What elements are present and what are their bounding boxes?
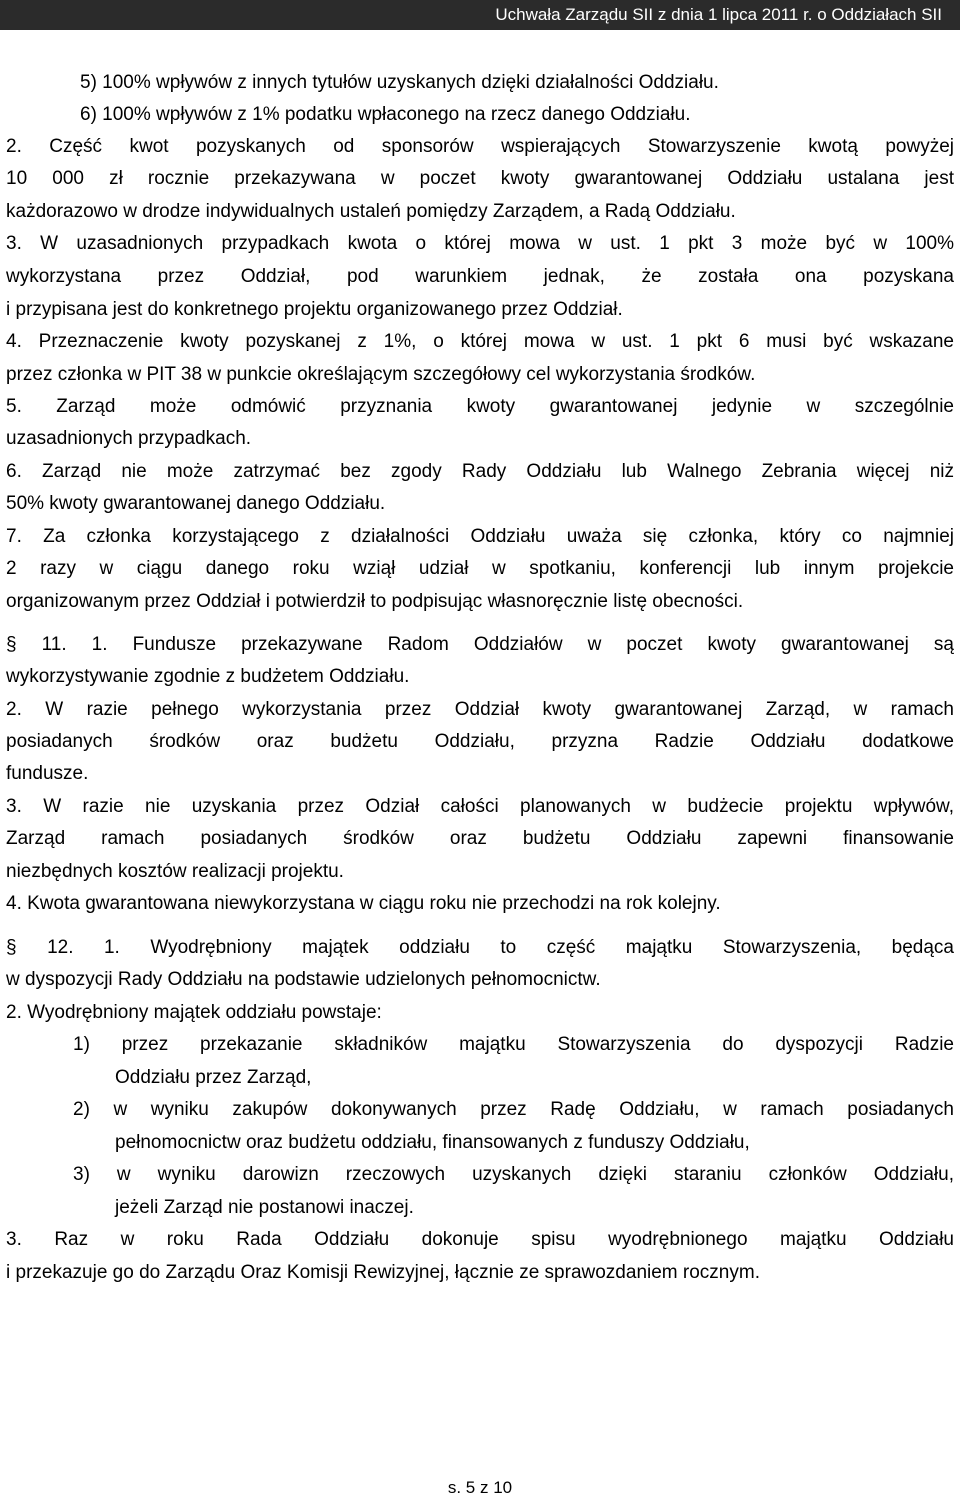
paragraph-line: organizowanym przez Oddział i potwierdził to podpisując własnoręcznie listę obecności. (6, 591, 744, 612)
paragraph-line: 2. Wyodrębniony majątek oddziału powstaje: (6, 1002, 382, 1023)
paragraph-line: uzasadnionych przypadkach. (6, 428, 252, 449)
section-12-heading: § 12. 1. Wyodrębniony majątek oddziału to część majątku Stowarzyszenia, będąca (6, 937, 954, 958)
header-title: Uchwała Zarządu SII z dnia 1 lipca 2011 r. o Oddziałach SII (495, 5, 942, 24)
paragraph-line: przez członka w PIT 38 w punkcie określającym szczegółowy cel wykorzystania środków. (6, 364, 756, 385)
paragraph-line: Zarząd ramach posiadanych środków oraz budżetu Oddziału zapewni finansowanie (6, 828, 954, 849)
paragraph-line: 3. W uzasadnionych przypadkach kwota o której mowa w ust. 1 pkt 3 może być w 100% (6, 233, 954, 254)
paragraph-line: posiadanych środków oraz budżetu Oddziału, przyzna Radzie Oddziału dodatkowe (6, 731, 954, 752)
paragraph-line: wykorzystana przez Oddział, pod warunkiem jednak, że została ona pozyskana (6, 266, 954, 287)
paragraph-line: 4. Kwota gwarantowana niewykorzystana w ciągu roku nie przechodzi na rok kolejny. (6, 893, 721, 914)
list-item: 3) w wyniku darowizn rzeczowych uzyskanych dzięki staraniu członków Oddziału, (73, 1164, 954, 1185)
document-header (0, 0, 960, 30)
paragraph-line: niezbędnych kosztów realizacji projektu. (6, 861, 344, 882)
list-item-continuation: Oddziału przez Zarząd, (115, 1067, 312, 1088)
list-item-continuation: pełnomocnictw oraz budżetu oddziału, finansowanych z funduszy Oddziału, (115, 1132, 750, 1153)
paragraph-line: 4. Przeznaczenie kwoty pozyskanej z 1%, o której mowa w ust. 1 pkt 6 musi być wskazane (6, 331, 954, 352)
list-item: 1) przez przekazanie składników majątku Stowarzyszenia do dyspozycji Radzie (73, 1034, 954, 1055)
paragraph-line: 3. Raz w roku Rada Oddziału dokonuje spisu wyodrębnionego majątku Oddziału (6, 1229, 954, 1250)
paragraph-line: każdorazowo w drodze indywidualnych ustaleń pomiędzy Zarządem, a Radą Oddziału. (6, 201, 736, 222)
paragraph-line: 10 000 zł rocznie przekazywana w poczet kwoty gwarantowanej Oddziału ustalana jest (6, 168, 954, 189)
page-number: s. 5 z 10 (447, 1478, 513, 1497)
list-item: 5) 100% wpływów z innych tytułów uzyskanych dzięki działalności Oddziału. (80, 72, 719, 93)
list-item: 2) w wyniku zakupów dokonywanych przez Radę Oddziału, w ramach posiadanych (73, 1099, 954, 1120)
paragraph-line: wykorzystywanie zgodnie z budżetem Oddziału. (6, 666, 410, 687)
paragraph-line: 3. W razie nie uzyskania przez Odział całości planowanych w budżecie projektu wpływów, (6, 796, 954, 817)
paragraph-line: i przekazuje go do Zarządu Oraz Komisji Rewizyjnej, łącznie ze sprawozdaniem rocznym. (6, 1262, 760, 1283)
paragraph-line: 2. Część kwot pozyskanych od sponsorów wspierających Stowarzyszenie kwotą powyżej (6, 136, 954, 157)
paragraph-line: 2. W razie pełnego wykorzystania przez Oddział kwoty gwarantowanej Zarząd, w ramach (6, 699, 954, 720)
paragraph-line: fundusze. (6, 763, 89, 784)
paragraph-line: i przypisana jest do konkretnego projektu organizowanego przez Oddział. (6, 299, 623, 320)
list-item: 6) 100% wpływów z 1% podatku wpłaconego na rzecz danego Oddziału. (80, 104, 691, 125)
paragraph-line: 5. Zarząd może odmówić przyznania kwoty gwarantowanej jedynie w szczególnie (6, 396, 954, 417)
paragraph-line: 6. Zarząd nie może zatrzymać bez zgody Rady Oddziału lub Walnego Zebrania więcej niż (6, 461, 954, 482)
paragraph-line: 50% kwoty gwarantowanej danego Oddziału. (6, 493, 386, 514)
paragraph-line: 2 razy w ciągu danego roku wziął udział w spotkaniu, konferencji lub innym projekcie (6, 558, 954, 579)
list-item-continuation: jeżeli Zarząd nie postanowi inaczej. (115, 1197, 414, 1218)
section-11-heading: § 11. 1. Fundusze przekazywane Radom Oddziałów w poczet kwoty gwarantowanej są (6, 634, 954, 655)
paragraph-line: w dyspozycji Rady Oddziału na podstawie udzielonych pełnomocnictw. (6, 969, 601, 990)
paragraph-line: 7. Za członka korzystającego z działalności Oddziału uważa się członka, który co najmniej (6, 526, 954, 547)
